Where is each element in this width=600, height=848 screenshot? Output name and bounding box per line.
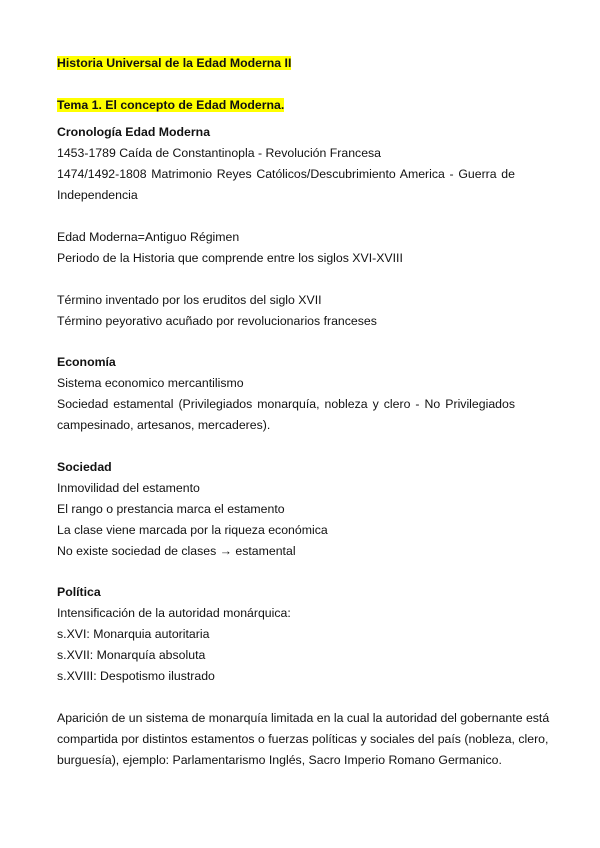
economia-heading: Economía xyxy=(57,355,116,369)
cronologia-line-1: 1453-1789 Caída de Constantinopla - Revolución Francesa xyxy=(57,146,382,160)
politica-heading: Política xyxy=(57,585,101,599)
sociedad-item: El rango o prestancia marca el estamento xyxy=(57,502,285,516)
politica-item: s.XVI: Monarquia autoritaria xyxy=(57,627,210,641)
definicion-line-1: Edad Moderna=Antiguo Régimen xyxy=(57,230,240,244)
definicion-line-2: Periodo de la Historia que comprende entre los siglos XVI-XVIII xyxy=(57,251,403,265)
sociedad-heading: Sociedad xyxy=(57,460,112,474)
sociedad-item: No existe sociedad de clases → estamental xyxy=(57,544,296,558)
sociedad-item: Inmovilidad del estamento xyxy=(57,481,200,495)
document-title xyxy=(57,53,291,73)
termino-line-2: Término peyorativo acuñado por revolucionarios franceses xyxy=(57,314,377,328)
politica-item: s.XVII: Monarquía absoluta xyxy=(57,648,206,662)
final-line-1: Aparición de un sistema de monarquía limitada en la cual la autoridad del gobernante está xyxy=(57,711,550,725)
section-title xyxy=(57,95,284,115)
politica-item: s.XVIII: Despotismo ilustrado xyxy=(57,669,215,683)
termino-line-1: Término inventado por los eruditos del siglo XVII xyxy=(57,293,322,307)
cronologia-line-2: 1474/1492-1808 Matrimonio Reyes Católicos/Descubrimiento America - Guerra de xyxy=(57,167,515,181)
final-line-2: compartida por distintos estamentos o fuerzas políticas y sociales del país (nobleza, clero, xyxy=(57,732,549,746)
section-title-highlight: Tema 1. El concepto de Edad Moderna. xyxy=(57,98,285,112)
cronologia-heading: Cronología Edad Moderna xyxy=(57,125,211,139)
economia-line-1: Sistema economico mercantilismo xyxy=(57,376,244,390)
sociedad-item: La clase viene marcada por la riqueza económica xyxy=(57,523,328,537)
politica-item: Intensificación de la autoridad monárquica: xyxy=(57,606,291,620)
document-title-highlight: Historia Universal de la Edad Moderna II xyxy=(57,56,292,70)
economia-line-2: Sociedad estamental (Privilegiados monarquía, nobleza y clero - No Privilegiados xyxy=(57,397,515,411)
economia-line-3: campesinado, artesanos, mercaderes). xyxy=(57,418,271,432)
final-line-3: burguesía), ejemplo: Parlamentarismo Inglés, Sacro Imperio Romano Germanico. xyxy=(57,753,502,767)
cronologia-line-3: Independencia xyxy=(57,188,138,202)
